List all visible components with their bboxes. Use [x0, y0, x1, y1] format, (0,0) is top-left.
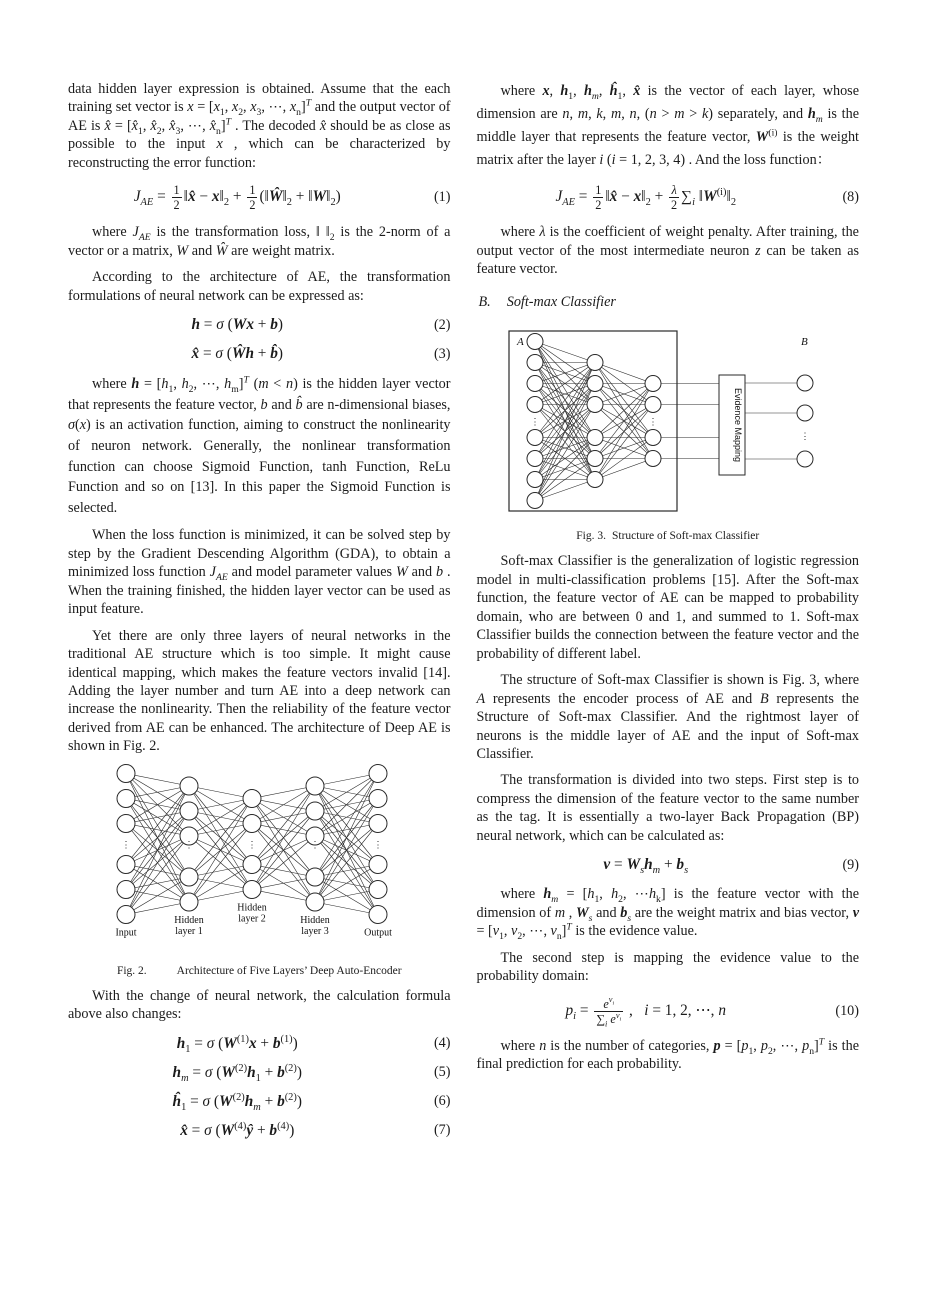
layer-label: Output — [364, 927, 393, 939]
equation-body: $h_m = \sigma$ $(W^{(2)}h_1 + b^{(2)})$ — [172, 1062, 302, 1084]
equation-5 — [68, 1064, 451, 1082]
neuron-node — [587, 376, 603, 392]
ellipsis-dots: ⋮ — [247, 839, 257, 850]
figure-2-caption — [68, 965, 451, 977]
encoder-label-a: A — [516, 336, 524, 349]
connection-line — [315, 902, 378, 915]
connection-line — [189, 889, 252, 902]
connection-line — [126, 786, 189, 915]
equation-body: $J_{AE}$ = $\frac{1}{2}$ ‖x̂ − $x‖_2$ + $\frac{1}{2}$ ($‖Ŵ‖_2$ + $‖W‖_2$) — [133, 183, 341, 213]
equation-number: (6) — [433, 1093, 451, 1110]
neuron-node — [587, 430, 603, 446]
neuron-node — [369, 855, 387, 873]
ellipsis-dots: ⋮ — [121, 839, 131, 850]
neuron-node — [306, 777, 324, 795]
connection-line — [315, 798, 378, 836]
ellipsis-dots: ⋮ — [530, 416, 540, 427]
neuron-node — [117, 814, 135, 832]
connection-line — [315, 798, 378, 902]
neuron-node — [645, 451, 661, 467]
ellipsis-dots: ⋮ — [184, 839, 194, 850]
neuron-node — [797, 405, 813, 421]
neuron-node — [587, 472, 603, 488]
classifier-label-b: B — [800, 336, 808, 349]
neuron-node — [645, 376, 661, 392]
figure-2-caption-text: Architecture of Five Layers’ Deep Auto-Encoder — [176, 964, 402, 977]
connection-line — [189, 798, 252, 836]
section-heading-b — [479, 294, 860, 311]
neuron-node — [587, 355, 603, 371]
connection-line — [595, 459, 653, 480]
neuron-node — [243, 814, 261, 832]
layer-label: layer 1 — [175, 925, 203, 937]
section-heading-label: B. — [478, 294, 491, 311]
connection-line — [252, 811, 315, 824]
figure-2-caption-label: Fig. 2. — [116, 964, 147, 977]
paragraph: where $h_m = [h_1$, $h_2$, $\cdots h_k$] is the feature vector with the dimension of m , $W_s$ and $b_s$ are the weight matrix and bias vector, $v = [v_1$, $v_2$, ⋯, $v_n]^T$ is the evidence value. — [476, 886, 860, 943]
evidence-mapping-label: Evidence Mapping — [732, 388, 743, 463]
paragraph: where $h = [h_1$, $h_2$, ⋯, $h_m]^T$ (m < n) is the hidden layer vector that represents the feature vector, b and b̂ are n-dimensional biases, σ(x) is an activation function, aiming to construct the nonlinearity of neuron network. Generally, the nonlinear transformation function can choose Sigmoid Function, tanh Function, ReLu Function and so on [13]. In this paper the Sigmoid Function is selected. — [68, 374, 451, 516]
paragraph: where x, $h_1$, $h_m$, $ĥ_1$, x̂ is the vector of each layer, whose dimension are n, m, k, m, n, (n > m > k) separately, and $h_m$ is the middle layer that represents the feature vector, $W^{(i)}$ is the weight matrix after the layer i (i = 1, 2, 3, 4) . And the loss function： — [476, 83, 860, 168]
neuron-node — [117, 905, 135, 923]
neuron-node — [117, 855, 135, 873]
equation-number: (1) — [433, 189, 451, 206]
paragraph: With the change of neural network, the calculation formula above also changes: — [68, 987, 451, 1023]
connection-line — [126, 773, 189, 786]
paragraph: When the loss function is minimized, it can be solved step by step by the Gradient Descending Algorithm (GDA), to obtain a minimized loss function $J_{AE}$ and model parameter values W and b . When the training finished, the hidden layer vector can be used as input feature. — [68, 527, 451, 618]
neuron-node — [180, 868, 198, 886]
equation-number: (10) — [835, 1002, 859, 1019]
layer-label: Hidden — [237, 902, 267, 914]
neuron-node — [243, 855, 261, 873]
neuron-node — [369, 789, 387, 807]
equation-4 — [68, 1035, 451, 1053]
connection-line — [535, 342, 595, 438]
connection-line — [189, 864, 252, 902]
equation-number: (5) — [433, 1064, 451, 1081]
connection-line — [252, 889, 315, 902]
equation-body: $v = W_sh_m + b_s$ — [603, 856, 689, 877]
connection-line — [595, 363, 653, 384]
left-column — [68, 80, 451, 1151]
equation-number: (7) — [433, 1122, 451, 1139]
neuron-node — [117, 880, 135, 898]
equation-7 — [68, 1122, 451, 1140]
layer-label: Hidden — [174, 914, 204, 926]
neuron-node — [527, 430, 543, 446]
paragraph: Soft-max Classifier is the generalization of logistic regression model in multi-classification problems [15]. After the Soft-max function, the feature vector of AE can be mapped to probability domain, who are between 0 and 1, and summed to 1. Soft-max Classifier builds the connection between the feature vector and the probability of different label. — [476, 553, 859, 662]
equation-body: $h_1 = \sigma$ $(W^{(1)}x + b^{(1)})$ — [176, 1033, 298, 1055]
neuron-node — [527, 493, 543, 509]
equation-number: (8) — [842, 189, 859, 206]
neuron-node — [527, 355, 543, 371]
neuron-node — [645, 430, 661, 446]
neuron-node — [369, 880, 387, 898]
equation-10 — [477, 995, 860, 1029]
neuron-node — [797, 451, 813, 467]
neuron-node — [180, 777, 198, 795]
connection-line — [189, 864, 252, 877]
connection-line — [189, 798, 252, 902]
connection-line — [315, 773, 378, 786]
connection-line — [189, 786, 252, 799]
equation-body: $ĥ_1 = \sigma$ $(W^{(2)}h_m + b^{(2)})$ — [172, 1091, 302, 1113]
connection-line — [315, 773, 378, 902]
paragraph: where λ is the coefficient of weight penalty. After training, the output vector of the most intermediate neuron z can be taken as feature vector. — [476, 224, 860, 278]
paragraph: where n is the number of categories, $p = [p_1$, $p_2$, ⋯, $p_n]^T$ is the final prediction for each probability. — [476, 1035, 859, 1073]
equation-9 — [477, 856, 860, 877]
connection-line — [126, 811, 189, 915]
equation-body: $p_i$ = $\frac{e^{v_i}}{\sum_i e^{v_i}}$ , i = 1, 2, ⋯, n — [565, 995, 726, 1029]
ellipsis-dots: ⋮ — [648, 416, 658, 427]
connection-line — [535, 405, 595, 501]
equation-body: $J_{AE}$ = $\frac{1}{2}$ ‖x̂ − $x‖_2$ + $\frac{\lambda}{2}$ $\sum_i$ $‖W^{(i)}‖_2$ — [555, 183, 737, 213]
connection-line — [252, 786, 315, 890]
neuron-node — [527, 472, 543, 488]
connection-line — [252, 836, 315, 890]
figure-3-caption-text: Structure of Soft-max Classifier — [611, 530, 760, 543]
equation-number: (3) — [433, 345, 451, 362]
ellipsis-dots: ⋮ — [800, 431, 810, 442]
neuron-node — [369, 814, 387, 832]
equation-3 — [68, 345, 451, 363]
layer-label: Hidden — [300, 914, 330, 926]
layer-label: Input — [115, 927, 137, 939]
figure-3-caption — [477, 530, 860, 542]
neuron-node — [587, 451, 603, 467]
equation-number: (2) — [433, 316, 451, 333]
figure-3-diagram — [493, 321, 843, 521]
neuron-node — [306, 802, 324, 820]
neuron-node — [243, 880, 261, 898]
connection-line — [252, 877, 315, 890]
equation-8 — [477, 183, 860, 212]
figure-3 — [477, 321, 860, 542]
paragraph: The structure of Soft-max Classifier is shown is Fig. 3, where A represents the encoder process of AE and B represents the Structure of Soft-max Classifier. And the rightmost layer of neurons is the middle layer of AE and the input of Soft-max Classifier. — [476, 672, 859, 763]
figure-2 — [68, 764, 451, 977]
paragraph: The second step is mapping the evidence value to the probability domain: — [476, 949, 859, 985]
equation-body: x̂ = σ (Ŵh + b̂) — [191, 345, 284, 363]
neuron-node — [117, 789, 135, 807]
equation-number: (4) — [433, 1035, 451, 1052]
neuron-node — [527, 397, 543, 413]
neuron-node — [306, 893, 324, 911]
connection-line — [595, 363, 653, 438]
paragraph: where $J_{AE}$ is the transformation loss, ‖ $‖_2$ is the 2-norm of a vector or a matrix, W and Ŵ are weight matrix. — [68, 224, 451, 259]
equation-6 — [68, 1093, 451, 1111]
neuron-node — [369, 764, 387, 782]
section-heading-text: Soft-max Classifier — [506, 294, 616, 311]
two-column-layout — [68, 80, 859, 1151]
neuron-node — [180, 893, 198, 911]
ellipsis-dots: ⋮ — [310, 839, 320, 850]
neuron-node — [797, 375, 813, 391]
neuron-node — [306, 868, 324, 886]
paragraph: data hidden layer expression is obtained. Assume that the each training set vector is $x = [x_1$, $x_2$, $x_3$, ⋯, $x_n]^T$ and the output vector of AE is x̂ = [$x̂_1$, $x̂_2$, $x̂_3$, ⋯, $x̂_n]^T$ . The decoded x̂ should be as close as possible to the input x , which can be characterized by reconstructing the error function: — [68, 81, 451, 171]
layer-label: layer 2 — [238, 913, 266, 925]
paragraph: Yet there are only three layers of neural networks in the traditional AE structure which is too simple. It might cause identical mapping, which makes the feature vectors invalid [14]. Adding the layer number and turn AE into a deep network can increase the nonlinearity. Then the reliability of the feature vector derived from AE can be enhanced. The architecture of Deep AE is shown in Fig. 2. — [68, 627, 451, 755]
equation-1 — [68, 183, 451, 212]
paragraph: According to the architecture of AE, the transformation formulations of neural network can be expressed as: — [68, 269, 451, 304]
neuron-node — [527, 451, 543, 467]
paragraph: The transformation is divided into two steps. First step is to compress the dimension of the feature vector to the same number as the tag. It is essentially a two-layer Back Propagation (BP) neural network, which can be calculated as: — [476, 772, 859, 844]
connection-line — [595, 384, 653, 480]
right-column — [477, 80, 860, 1151]
ellipsis-dots: ⋮ — [373, 839, 383, 850]
connection-line — [189, 798, 252, 811]
figure-3-caption-label: Fig. 3. — [576, 530, 606, 543]
equation-body: x̂ = σ $(W^{(4)}ŷ + b^{(4)})$ — [180, 1120, 295, 1139]
connection-line — [595, 405, 653, 480]
equation-number: (9) — [842, 856, 859, 873]
neuron-node — [180, 802, 198, 820]
layer-label: layer 3 — [301, 925, 329, 937]
neuron-node — [587, 397, 603, 413]
neuron-node — [527, 376, 543, 392]
equation-body: h = σ (Wx + b) — [191, 316, 284, 334]
connection-line — [126, 786, 189, 890]
neuron-node — [243, 789, 261, 807]
neuron-node — [369, 905, 387, 923]
neuron-node — [645, 397, 661, 413]
connection-line — [252, 864, 315, 877]
figure-2-diagram — [94, 764, 424, 956]
neuron-node — [527, 334, 543, 350]
connection-line — [252, 786, 315, 824]
equation-2 — [68, 316, 451, 334]
connection-line — [126, 902, 189, 915]
neuron-node — [117, 764, 135, 782]
connection-line — [126, 811, 189, 824]
connection-line — [252, 786, 315, 799]
